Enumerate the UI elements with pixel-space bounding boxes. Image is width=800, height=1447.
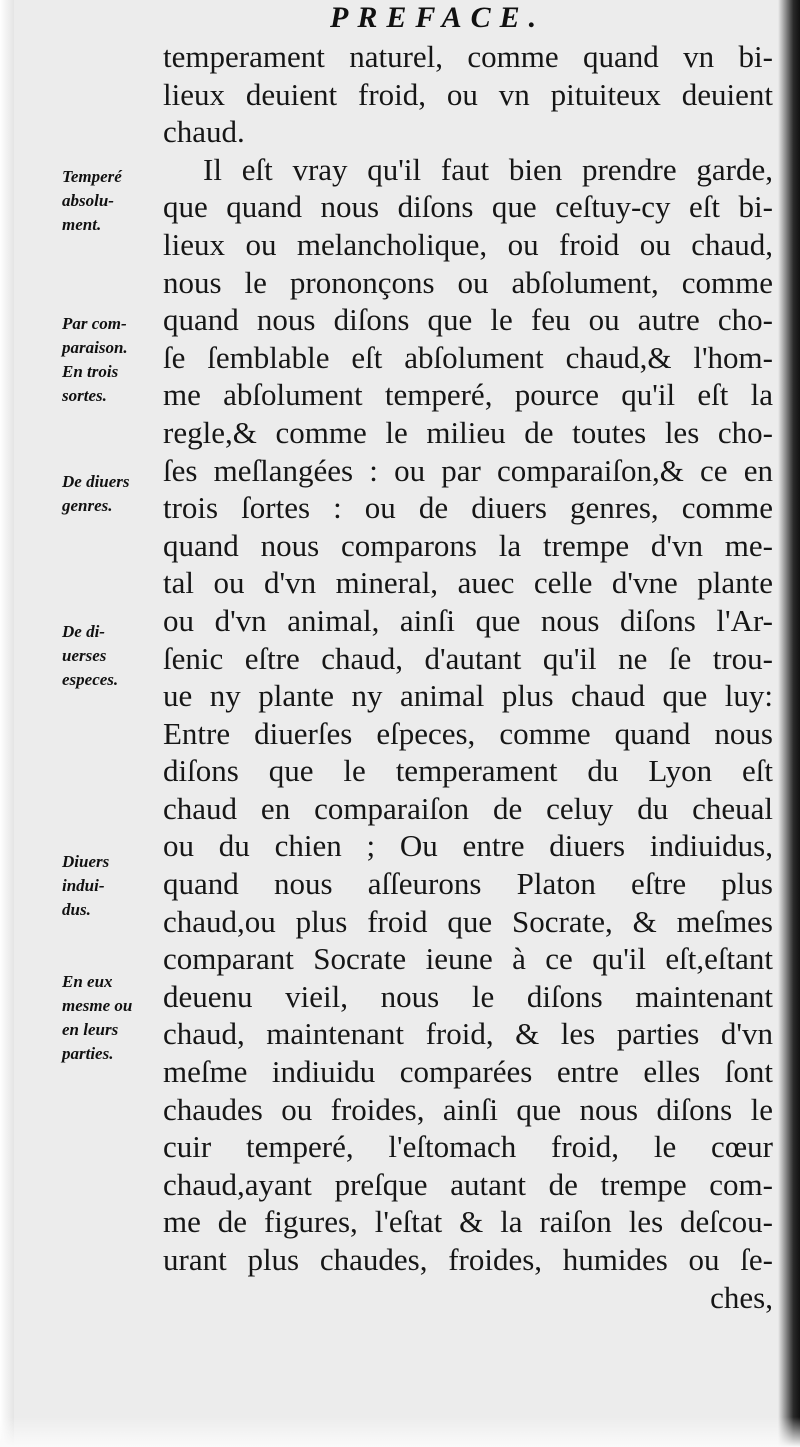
- text-line: quand nous aſſeurons Platon eſtre plus: [163, 866, 773, 902]
- text-line: lieux deuient froid, ou vn pituiteux deuient: [163, 76, 773, 112]
- text-line: cuir temperé, l'eſtomach froid, le cœur: [163, 1129, 773, 1165]
- margin-note-line: genres.: [62, 496, 113, 515]
- margin-note-diuers-induidus: [62, 850, 174, 922]
- running-head: PREFACE.: [330, 1, 546, 34]
- text-line: ſes meſlangées : ou par comparaiſon,& ce en: [163, 452, 773, 488]
- margin-note-line: Temperé: [62, 167, 122, 186]
- margin-note-line: parties.: [62, 1044, 114, 1063]
- text-line: chaud,ou plus froid que Socrate, & meſmes: [163, 903, 773, 939]
- margin-note-tempere: [62, 165, 174, 237]
- text-line: ou d'vn animal, ainſi que nous diſons l'Ar-: [163, 602, 773, 638]
- text-line: chaud en comparaiſon de celuy du cheual: [163, 790, 773, 826]
- margin-note-line: En eux: [62, 972, 113, 991]
- margin-note-line: paraison.: [62, 338, 128, 357]
- margin-note-line: especes.: [62, 670, 119, 689]
- margin-note-line: absolu-: [62, 191, 114, 210]
- margin-note-en-eux-mesme: [62, 970, 174, 1066]
- text-line: quand nous diſons que le feu ou autre cho-: [163, 302, 773, 338]
- margin-note-line: Par com-: [62, 314, 127, 333]
- text-line: chaud,ayant preſque autant de trempe com-: [163, 1166, 773, 1202]
- margin-note-line: De diuers: [62, 472, 130, 491]
- margin-note-line: En trois: [62, 362, 119, 381]
- text-line: Entre diuerſes eſpeces, comme quand nous: [163, 715, 773, 751]
- margin-note-diuers-genres: [62, 470, 174, 518]
- margin-note-line: De di-: [62, 622, 105, 641]
- margin-note-line: indui-: [62, 876, 105, 895]
- main-text-block: [163, 38, 773, 1316]
- margin-note-line: sortes.: [62, 386, 107, 405]
- text-line: comparant Socrate ieune à ce qu'il eſt,eſtant: [163, 941, 773, 977]
- catchword: ches,: [710, 1279, 773, 1315]
- text-line: diſons que le temperament du Lyon eſt: [163, 753, 773, 789]
- text-line: ſenic eſtre chaud, d'autant qu'il ne ſe trou-: [163, 640, 773, 676]
- text-line: temperament naturel, comme quand vn bi-: [163, 39, 773, 74]
- text-line: regle,& comme le milieu de toutes les cho-: [163, 414, 773, 450]
- text-line: ſe ſemblable eſt abſolument chaud,& l'hom-: [163, 339, 773, 375]
- text-line: chaudes ou froides, ainſi que nous diſons le: [163, 1091, 773, 1127]
- text-line: Il eſt vray qu'il faut bien prendre garde,: [203, 151, 773, 187]
- text-line: me abſolument temperé, pource qu'il eſt la: [163, 377, 773, 413]
- margin-note-line: uerses: [62, 646, 107, 665]
- text-line: tal ou d'vn mineral, auec celle d'vne plante: [163, 565, 773, 601]
- margin-note-line: dus.: [62, 900, 91, 919]
- text-line: trois ſortes : ou de diuers genres, comme: [163, 490, 773, 526]
- text-line: deuenu vieil, nous le diſons maintenant: [163, 978, 773, 1014]
- text-line: lieux ou melancholique, ou froid ou chaud,: [163, 226, 773, 262]
- text-line: que quand nous diſons que ceſtuy-cy eſt bi-: [163, 189, 773, 225]
- margin-note-diuerses-especes: [62, 620, 174, 692]
- text-line: ou du chien ; Ou entre diuers indiuidus,: [163, 828, 773, 864]
- text-line: me de figures, l'eſtat & la raiſon les deſcou-: [163, 1204, 773, 1240]
- text-line: quand nous comparons la trempe d'vn me-: [163, 527, 773, 563]
- margin-note-comparaison: [62, 312, 174, 408]
- text-line: urant plus chaudes, froides, humides ou ſe-: [163, 1242, 773, 1277]
- page-bottom-edge: [0, 1417, 800, 1447]
- text-line: chaud.: [163, 114, 245, 150]
- margin-note-line: Diuers: [62, 852, 110, 871]
- margin-note-line: mesme ou: [62, 996, 133, 1015]
- text-line: ue ny plante ny animal plus chaud que luy:: [163, 678, 773, 714]
- margin-note-line: ment.: [62, 215, 102, 234]
- text-line: nous le prononçons ou abſolument, comme: [163, 264, 773, 300]
- text-line: meſme indiuidu comparées entre elles ſont: [163, 1054, 773, 1090]
- text-line: chaud, maintenant froid, & les parties d'vn: [163, 1016, 773, 1052]
- page-left-edge: [0, 0, 14, 1447]
- page-gutter-shadow: [778, 0, 800, 1447]
- margin-note-line: en leurs: [62, 1020, 119, 1039]
